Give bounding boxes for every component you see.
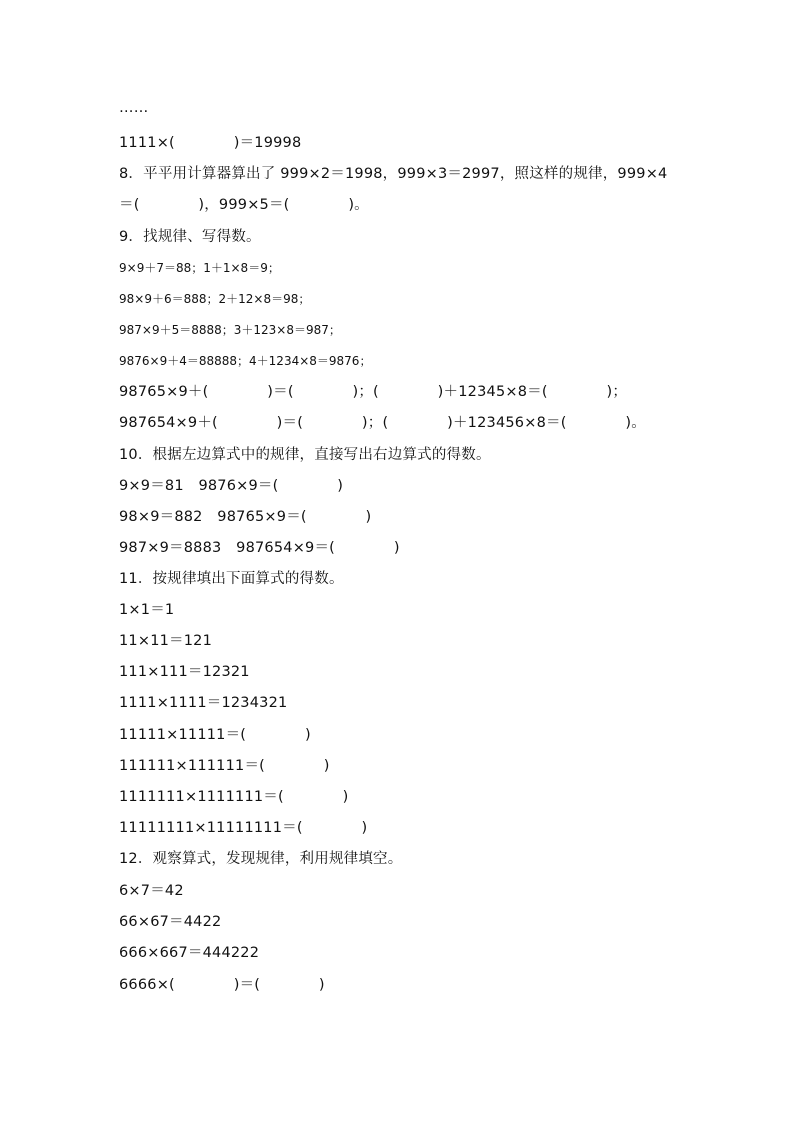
q10-row: 98×9＝882 98765×9＝( ) xyxy=(119,509,372,525)
q11-row: 1111×1111＝1234321 xyxy=(119,695,288,711)
q12-row: 66×67＝4422 xyxy=(119,914,222,930)
q12-blank-row: 6666×( )＝( ) xyxy=(119,977,325,993)
q11-row: 11×11＝121 xyxy=(119,633,213,649)
q8-question: 8．平平用计算器算出了 999×2＝1998，999×3＝2997，照这样的规律，999×4 xyxy=(119,166,668,182)
q9-pattern-row: 9×9＋7＝88；1＋1×8＝9； xyxy=(119,261,280,275)
q10-heading: 10．根据左边算式中的规律，直接写出右边算式的得数。 xyxy=(119,447,491,463)
q9-heading: 9．找规律、写得数。 xyxy=(119,229,261,245)
q9-blank-row: 98765×9＋( )＝( )；( )＋12345×8＝( )； xyxy=(119,384,628,400)
q9-blank-row: 987654×9＋( )＝( )；( )＋123456×8＝( )。 xyxy=(119,415,646,431)
q11-row: 1×1＝1 xyxy=(119,602,175,618)
q9-pattern-row: 98×9＋6＝888；2＋12×8＝98； xyxy=(119,292,311,306)
q11-blank-row: 11111×11111＝( ) xyxy=(119,727,311,743)
q11-heading: 11．按规律填出下面算式的得数。 xyxy=(119,571,344,587)
q8-blanks: ＝( )，999×5＝( )。 xyxy=(119,197,369,213)
q11-row: 111×111＝12321 xyxy=(119,664,250,680)
q10-row: 987×9＝8883 987654×9＝( ) xyxy=(119,540,400,556)
q11-blank-row: 11111111×11111111＝( ) xyxy=(119,820,368,836)
q12-heading: 12．观察算式，发现规律，利用规律填空。 xyxy=(119,851,403,867)
q9-pattern-row: 9876×9＋4＝88888；4＋1234×8＝9876； xyxy=(119,354,372,368)
ellipsis-line: …… xyxy=(119,100,149,116)
q12-row: 666×667＝444222 xyxy=(119,945,260,961)
q12-row: 6×7＝42 xyxy=(119,883,184,899)
q11-blank-row: 111111×111111＝( ) xyxy=(119,758,330,774)
q10-row: 9×9＝81 9876×9＝( ) xyxy=(119,478,344,494)
q7-blank-line: 1111×( )＝19998 xyxy=(119,135,302,151)
q11-blank-row: 1111111×1111111＝( ) xyxy=(119,789,349,805)
q9-pattern-row: 987×9＋5＝8888；3＋123×8＝987； xyxy=(119,323,341,337)
